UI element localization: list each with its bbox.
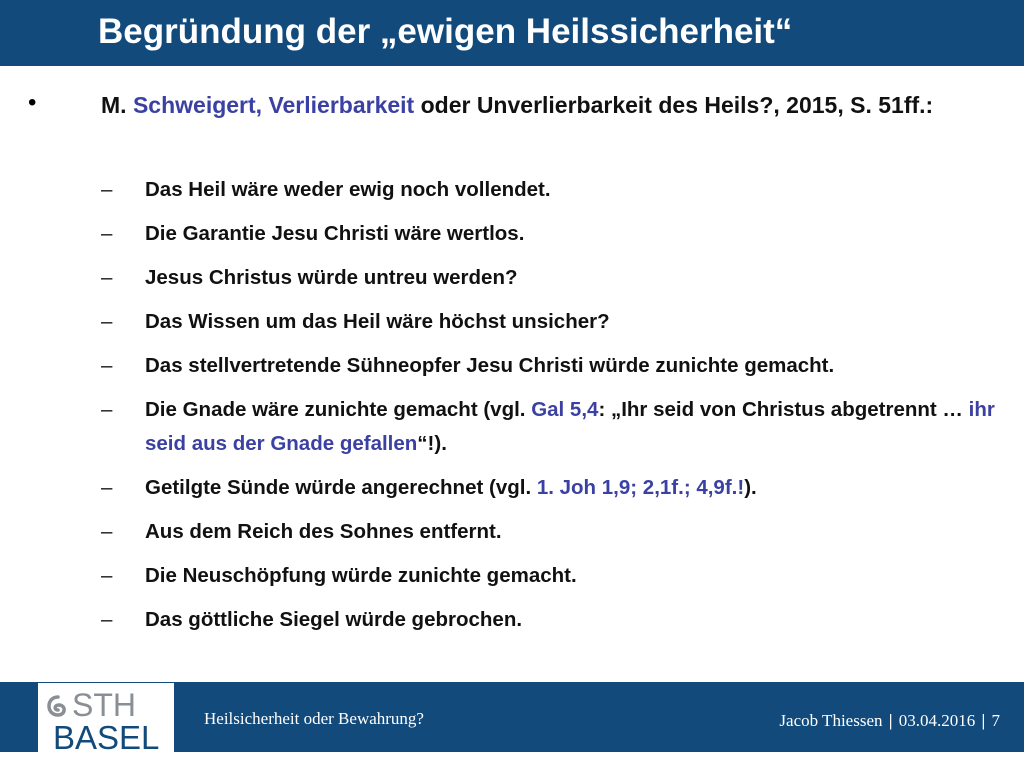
slide-title: Begründung der „ewigen Heilssicherheit“	[98, 12, 793, 51]
list-item-text: Das stellvertretende Sühneopfer Jesu Christi würde zunichte gemacht.	[145, 354, 835, 377]
bible-reference: Gal 5,4	[531, 398, 599, 421]
list-item	[0, 393, 1005, 461]
dash-marker: –	[101, 564, 113, 587]
author-highlight: Schweigert, Verlierbarkeit	[132, 92, 415, 118]
list-item	[0, 515, 1005, 549]
bible-reference: 1. Joh 1,9; 2,1f.; 4,9f.!	[536, 476, 745, 499]
page-number: 7	[991, 711, 1000, 730]
list-item-text: Jesus Christus würde untreu werden?	[145, 266, 518, 289]
dash-marker: –	[101, 476, 113, 499]
list-item-text	[145, 476, 757, 499]
list-item-text: Aus dem Reich des Sohnes entfernt.	[145, 520, 502, 543]
footer-separator: |	[888, 711, 893, 730]
list-item	[0, 603, 1005, 637]
logo-text-basel: BASEL	[53, 719, 160, 753]
text-segment: “!).	[417, 432, 447, 455]
dash-marker: –	[101, 398, 113, 421]
footer-date: 03.04.2016	[898, 711, 976, 730]
list-item-text: Die Garantie Jesu Christi wäre wertlos.	[145, 222, 525, 245]
text-segment: ).	[744, 476, 757, 499]
logo-text-sth: STH	[72, 687, 136, 723]
list-item-text: Die Neuschöpfung würde zunichte gemacht.	[145, 564, 577, 587]
sub-bullet-list	[0, 173, 1024, 647]
list-item	[0, 559, 1005, 593]
logo-spiral	[49, 697, 64, 715]
quote-highlight: ihr seid aus der Gnade gefallen	[145, 398, 995, 455]
footer-stripe	[0, 752, 1024, 768]
list-item	[0, 349, 1005, 383]
bullet-marker: •	[28, 89, 37, 116]
dash-marker: –	[101, 608, 113, 631]
footer-separator: |	[981, 711, 986, 730]
main-bullet-prefix: M.	[101, 92, 133, 118]
text-segment: Getilgte Sünde würde angerechnet (vgl.	[145, 476, 537, 499]
list-item	[0, 217, 1005, 251]
list-item-text	[145, 398, 995, 455]
dash-marker: –	[101, 222, 113, 245]
list-item-text: Das göttliche Siegel würde gebrochen.	[145, 608, 523, 631]
main-bullet-rest: oder Unverlierbarkeit des Heils?, 2015, S. 51ff.:	[414, 92, 934, 118]
text-segment: Die Gnade wäre zunichte gemacht (vgl.	[145, 398, 532, 421]
list-item	[0, 471, 1005, 505]
dash-marker: –	[101, 266, 113, 289]
list-item	[0, 173, 1005, 207]
sth-basel-logo	[38, 683, 174, 753]
title-bar	[0, 0, 1024, 66]
dash-marker: –	[101, 354, 113, 377]
dash-marker: –	[101, 178, 113, 201]
text-segment: : „Ihr seid von Christus abgetrennt …	[598, 398, 969, 421]
list-item-text: Das Wissen um das Heil wäre höchst unsicher?	[145, 310, 610, 333]
logo-icon	[38, 683, 174, 753]
dash-marker: –	[101, 520, 113, 543]
list-item-text: Das Heil wäre weder ewig noch vollendet.	[145, 178, 551, 201]
main-bullet-text	[101, 86, 1011, 124]
list-item	[0, 261, 1005, 295]
list-item	[0, 305, 1005, 339]
footer-meta	[779, 710, 1000, 732]
footer-presentation-title: Heilsicherheit oder Bewahrung?	[204, 709, 424, 728]
footer-author: Jacob Thiessen	[779, 711, 883, 730]
dash-marker: –	[101, 310, 113, 333]
